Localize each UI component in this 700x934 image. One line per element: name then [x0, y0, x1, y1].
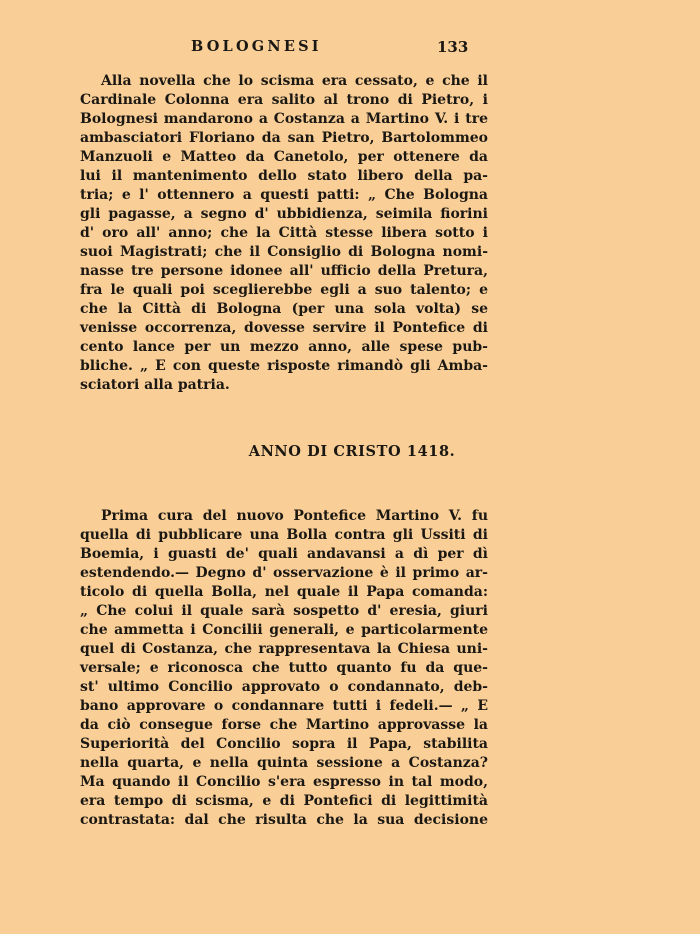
text-line: ambasciatori Floriano da san Pietro, Bartolommeo	[80, 130, 488, 146]
page-number: 133	[437, 38, 469, 56]
section-heading-year: ANNO DI CRISTO 1418.	[248, 443, 456, 460]
text-line: lui il mantenimento dello stato libero della pa-	[80, 168, 488, 184]
text-line: estendendo.— Degno d' osservazione è il primo ar-	[80, 565, 488, 581]
text-line: tria; e l' ottennero a questi patti: „ Che Bologna	[80, 187, 488, 203]
text-line: nasse tre persone idonee all' ufficio della Pretura,	[80, 263, 488, 279]
text-line: fra le quali poi sceglierebbe egli a suo talento; e	[80, 282, 488, 298]
text-line: Ma quando il Concilio s'era espresso in tal modo,	[80, 774, 488, 790]
text-line: Alla novella che lo scisma era cessato, e che il	[101, 73, 488, 89]
text-line: bliche. „ E con queste risposte rimandò gli Amba-	[80, 358, 488, 374]
text-line: d' oro all' anno; che la Città stesse libera sotto i	[80, 225, 488, 241]
paragraph-colonna-election	[80, 72, 488, 395]
text-line: bano approvare o condannare tutti i fedeli.— „ E	[80, 698, 488, 714]
text-line: st' ultimo Concilio approvato o condannato, deb-	[80, 679, 488, 695]
text-line: Cardinale Colonna era salito al trono di Pietro, i	[80, 92, 488, 108]
text-line: gli pagasse, a segno d' ubbidienza, seimila fiorini	[80, 206, 488, 222]
paragraph-martino-bolla	[80, 507, 488, 830]
text-line: nella quarta, e nella quinta sessione a Costanza?	[80, 755, 488, 771]
text-line: che la Città di Bologna (per una sola volta) se	[80, 301, 488, 317]
text-line: „ Che colui il quale sarà sospetto d' eresia, giuri	[80, 603, 488, 619]
text-line: Manzuoli e Matteo da Canetolo, per ottenere da	[80, 149, 488, 165]
text-line: quella di pubblicare una Bolla contra gli Ussiti di	[80, 527, 488, 543]
text-line: venisse occorrenza, dovesse servire il Pontefice di	[80, 320, 488, 336]
text-line: ticolo di quella Bolla, nel quale il Papa comanda:	[80, 584, 488, 600]
text-line: versale; e riconosca che tutto quanto fu da que-	[80, 660, 488, 676]
text-line: Bolognesi mandarono a Costanza a Martino V. i tre	[80, 111, 488, 127]
text-line: suoi Magistrati; che il Consiglio di Bologna nomi-	[80, 244, 488, 260]
text-line: Superiorità del Concilio sopra il Papa, stabilita	[80, 736, 488, 752]
text-line: contrastata: dal che risulta che la sua decisione	[80, 812, 488, 828]
text-line: Boemia, i guasti de' quali andavansi a dì per dì	[80, 546, 488, 562]
text-line: che ammetta i Concilii generali, e particolarmente	[80, 622, 488, 638]
text-line: sciatori alla patria.	[80, 377, 230, 393]
running-head-title: BOLOGNESI	[191, 38, 322, 55]
text-line: cento lance per un mezzo anno, alle spese pub-	[80, 339, 488, 355]
running-head	[0, 38, 700, 58]
text-line: quel di Costanza, che rappresentava la Chiesa uni-	[80, 641, 488, 657]
text-line: da ciò consegue forse che Martino approvasse la	[80, 717, 488, 733]
text-line: Prima cura del nuovo Pontefice Martino V. fu	[101, 508, 488, 524]
text-line: era tempo di scisma, e di Pontefici di legittimità	[80, 793, 488, 809]
